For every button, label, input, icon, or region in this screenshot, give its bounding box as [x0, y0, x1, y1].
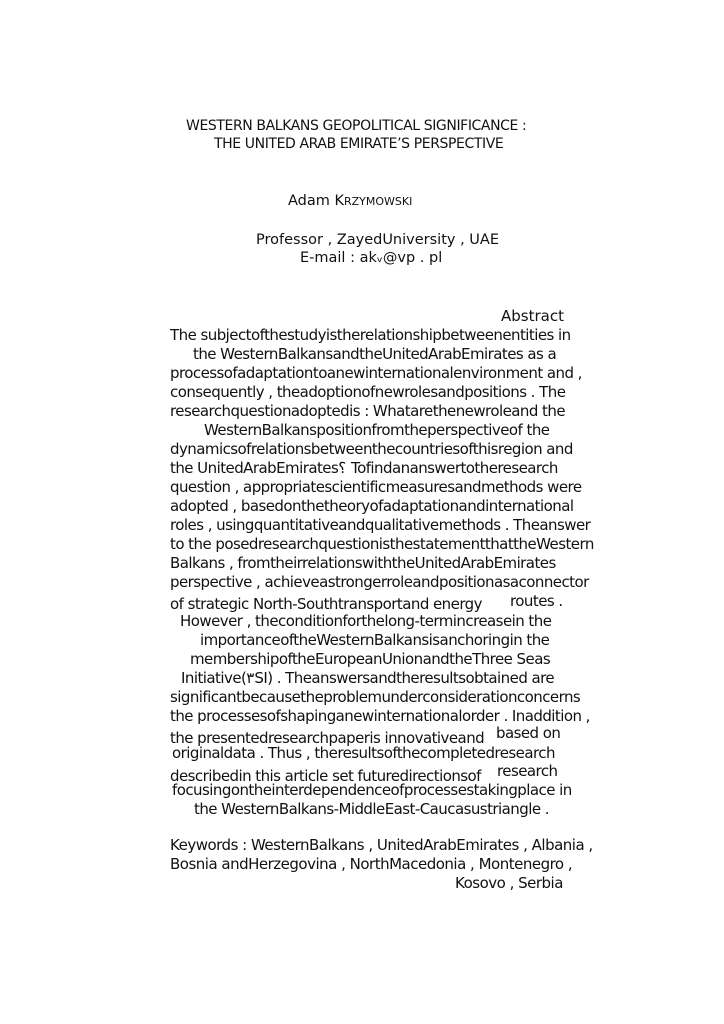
abstract-line: significantbecausetheproblemunderconsiderationconcerns	[170, 688, 581, 706]
keywords-line-2: Bosnia andHerzegovina , NorthMacedonia , Montenegro ,	[170, 855, 573, 873]
abstract-line: Initiative(٣SI) . Theanswersandtheresultsobtained are	[181, 669, 555, 687]
abstract-line: processofadaptationtoanewinternationalenvironment and ,	[170, 364, 582, 382]
abstract-line: based on	[496, 724, 561, 742]
keywords-line-1: Keywords : WesternBalkans , UnitedArabEmirates , Albania ,	[170, 836, 593, 854]
abstract-line: membershipoftheEuropeanUnionandtheThree Seas	[190, 650, 551, 668]
abstract-line: describedin this article set futuredirectionsof	[170, 767, 481, 785]
abstract-line: research	[497, 762, 558, 780]
abstract-line: adopted , basedonthetheoryofadaptationandinternational	[170, 497, 574, 515]
affiliation: Professor , ZayedUniversity , UAE	[256, 232, 499, 248]
abstract-line: However , theconditionforthelong-termincreasein the	[180, 612, 552, 630]
abstract-line: the processesofshapinganewinternationalorder . Inaddition ,	[170, 707, 590, 725]
paper-title-line-2: THE UNITED ARAB EMIRATE’S PERSPECTIVE	[214, 136, 504, 152]
abstract-line: importanceoftheWesternBalkansisanchoringin the	[200, 631, 550, 649]
abstract-line: researchquestionadoptedis : Whatarethenewroleand the	[170, 402, 566, 420]
paper-title-line-1: WESTERN BALKANS GEOPOLITICAL SIGNIFICANCE :	[186, 118, 527, 134]
abstract-line: the presentedresearchpaperis innovativeand	[170, 729, 485, 747]
abstract-line: Balkans , fromtheirrelationswiththeUnitedArabEmirates	[170, 554, 556, 572]
author-name	[288, 193, 412, 209]
abstract-line: roles , usingquantitativeandqualitativemethods . Theanswer	[170, 516, 591, 534]
abstract-line: to the posedresearchquestionisthestatementthattheWestern	[170, 535, 594, 553]
abstract-line: consequently , theadoptionofnewrolesandpositions . The	[170, 383, 566, 401]
abstract-line: question , appropriatescientificmeasuresandmethods were	[170, 478, 582, 496]
abstract-line: of strategic North-Southtransportand energy	[170, 595, 482, 613]
abstract-line: The subjectofthestudyistherelationshipbetweenentities in	[170, 326, 571, 344]
author-surname: RZYMOWSKI	[344, 195, 413, 208]
abstract-line: routes .	[510, 592, 563, 610]
email: E-mail : akᵥ@vp . pl	[300, 250, 443, 266]
author-first-name: Adam K	[288, 193, 344, 209]
abstract-line: originaldata . Thus , theresultsofthecompletedresearch	[172, 744, 555, 762]
abstract-line: WesternBalkanspositionfromtheperspectiveof the	[204, 421, 550, 439]
abstract-line: the WesternBalkansandtheUnitedArabEmirates as a	[193, 345, 557, 363]
abstract-line: perspective , achieveastrongerroleandpositionasaconnector	[170, 573, 589, 591]
abstract-line: the UnitedArabEmirates؟ Tofindananswertotheresearch	[170, 459, 558, 477]
abstract-line: dynamicsofrelationsbetweenthecountriesofthisregion and	[170, 440, 573, 458]
keywords-line-3: Kosovo , Serbia	[455, 874, 563, 892]
abstract-line: the WesternBalkans-MiddleEast-Caucasustriangle .	[194, 800, 549, 818]
abstract-line: focusingontheinterdependenceofprocessestakingplace in	[172, 781, 572, 799]
abstract-heading: Abstract	[501, 307, 564, 325]
